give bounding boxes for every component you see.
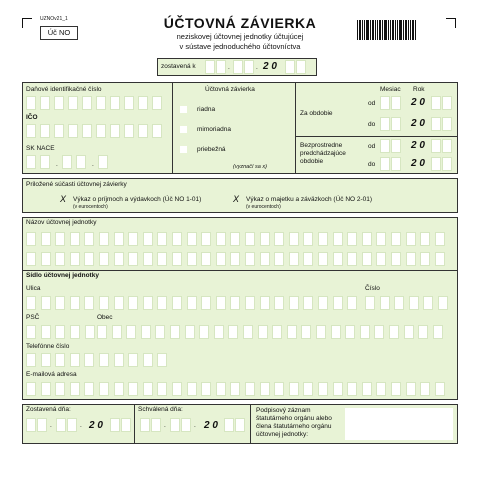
identity-divider-1 (172, 82, 173, 174)
address-divider (22, 270, 458, 271)
attachment-1-label: Výkaz o príjmoch a výdavkoch (Úč NO 1-01) (73, 196, 202, 203)
street-cell[interactable] (84, 296, 94, 310)
attachment-1-note: (v eurocentoch) (73, 204, 108, 210)
period-year-prefill: 2 0 (411, 158, 425, 169)
compiled-year-prefill: 2 0 (263, 61, 277, 72)
name-cell[interactable] (143, 252, 153, 266)
city-cell[interactable] (404, 325, 414, 339)
name-cell[interactable] (26, 252, 36, 266)
separator-dot: . (80, 422, 82, 429)
city-cell[interactable] (214, 325, 224, 339)
email-cell[interactable] (376, 382, 386, 396)
separator-dot: . (50, 422, 52, 429)
street-cell[interactable] (347, 296, 357, 310)
dic-cell[interactable] (54, 96, 64, 110)
name-cell[interactable] (303, 232, 313, 246)
city-cell[interactable] (258, 325, 268, 339)
ico-label: IČO (26, 114, 38, 121)
approved-date-cell[interactable] (181, 418, 191, 432)
name-cell[interactable] (216, 232, 226, 246)
compiled-on-label: Zostavená dňa: (26, 406, 71, 413)
date-day-cell[interactable] (216, 60, 226, 74)
sknace-label: SK NACE (26, 145, 55, 152)
name-cell[interactable] (99, 232, 109, 246)
number-cell[interactable] (380, 296, 390, 310)
dic-cell[interactable] (110, 96, 120, 110)
period-year-cell[interactable] (442, 139, 452, 153)
city-cell[interactable] (389, 325, 399, 339)
identity-divider-3 (295, 136, 458, 137)
street-cell[interactable] (245, 296, 255, 310)
city-cell[interactable] (199, 325, 209, 339)
prev-period-label-3: obdobie (300, 158, 324, 165)
compiled-date-cell[interactable] (26, 418, 36, 432)
phone-label: Telefónne číslo (26, 343, 70, 350)
compiled-date-cell[interactable] (37, 418, 47, 432)
city-cell[interactable] (126, 325, 136, 339)
date-dot: . (228, 64, 230, 71)
city-cell[interactable] (228, 325, 238, 339)
name-cell[interactable] (245, 232, 255, 246)
street-cell[interactable] (55, 296, 65, 310)
city-cell[interactable] (170, 325, 180, 339)
phone-cell[interactable] (55, 353, 65, 367)
number-cell[interactable] (409, 296, 419, 310)
email-cell[interactable] (143, 382, 153, 396)
to-label: do (368, 161, 376, 168)
street-cell[interactable] (26, 296, 36, 310)
city-label: Obec (97, 314, 113, 321)
email-cell[interactable] (114, 382, 124, 396)
approved-date-cell[interactable] (224, 418, 234, 432)
name-cell[interactable] (376, 232, 386, 246)
dic-cell[interactable] (68, 96, 78, 110)
attachment-2-mark[interactable]: X (233, 194, 240, 204)
street-cell[interactable] (333, 296, 343, 310)
dic-cell[interactable] (96, 96, 106, 110)
phone-cell[interactable] (143, 353, 153, 367)
name-cell[interactable] (70, 252, 80, 266)
dic-cell[interactable] (82, 96, 92, 110)
period-month-cell[interactable] (380, 117, 390, 131)
ico-cell[interactable] (138, 124, 148, 138)
name-cell[interactable] (187, 252, 197, 266)
name-cell[interactable] (41, 252, 51, 266)
signature-label-3: člena štatutárneho orgánu (256, 423, 332, 430)
phone-cell[interactable] (114, 353, 124, 367)
subtitle-1: neziskovej účtovnej jednotky účtujúcej (176, 32, 304, 41)
separator-dot: . (164, 422, 166, 429)
name-cell[interactable] (391, 232, 401, 246)
name-cell[interactable] (143, 232, 153, 246)
ico-cell[interactable] (82, 124, 92, 138)
email-cell[interactable] (391, 382, 401, 396)
name-cell[interactable] (55, 252, 65, 266)
approved-date-cell[interactable] (235, 418, 245, 432)
street-cell[interactable] (172, 296, 182, 310)
street-cell[interactable] (274, 296, 284, 310)
ico-cell[interactable] (54, 124, 64, 138)
city-cell[interactable] (433, 325, 443, 339)
signature-field[interactable] (345, 408, 453, 440)
city-cell[interactable] (243, 325, 253, 339)
period-year-cell[interactable] (442, 157, 452, 171)
dic-cell[interactable] (40, 96, 50, 110)
mark-note: (vyznačí sa x) (233, 164, 267, 170)
email-cell[interactable] (99, 382, 109, 396)
street-cell[interactable] (157, 296, 167, 310)
name-cell[interactable] (406, 252, 416, 266)
city-cell[interactable] (185, 325, 195, 339)
sknace-cell[interactable] (98, 155, 108, 169)
period-year-prefill: 2 0 (411, 118, 425, 129)
name-cell[interactable] (391, 252, 401, 266)
email-cell[interactable] (187, 382, 197, 396)
name-label: Názov účtovnej jednotky (26, 219, 97, 226)
phone-cell[interactable] (41, 353, 51, 367)
number-cell[interactable] (394, 296, 404, 310)
psc-cell[interactable] (55, 325, 65, 339)
city-cell[interactable] (331, 325, 341, 339)
number-cell[interactable] (365, 296, 375, 310)
phone-cell[interactable] (26, 353, 36, 367)
name-cell[interactable] (187, 232, 197, 246)
date-dot: . (256, 64, 258, 71)
name-cell[interactable] (333, 252, 343, 266)
city-cell[interactable] (272, 325, 282, 339)
to-label: do (368, 121, 376, 128)
street-cell[interactable] (201, 296, 211, 310)
name-cell[interactable] (303, 252, 313, 266)
street-label: Ulica (26, 285, 41, 292)
email-cell[interactable] (260, 382, 270, 396)
period-month-cell[interactable] (391, 157, 401, 171)
footer-compiled-year: 2 0 (89, 420, 103, 431)
name-cell[interactable] (289, 252, 299, 266)
city-cell[interactable] (155, 325, 165, 339)
attachment-2-label: Výkaz o majetku a záväzkoch (Úč NO 2-01) (246, 196, 373, 203)
dic-cell[interactable] (124, 96, 134, 110)
separator-dot: . (194, 422, 196, 429)
sknace-cell[interactable] (40, 155, 50, 169)
street-cell[interactable] (41, 296, 51, 310)
name-cell[interactable] (172, 252, 182, 266)
email-cell[interactable] (420, 382, 430, 396)
number-cell[interactable] (438, 296, 448, 310)
name-cell[interactable] (201, 232, 211, 246)
phone-cell[interactable] (99, 353, 109, 367)
city-cell[interactable] (316, 325, 326, 339)
approved-date-cell[interactable] (151, 418, 161, 432)
street-cell[interactable] (70, 296, 80, 310)
name-cell[interactable] (157, 252, 167, 266)
name-cell[interactable] (347, 232, 357, 246)
identity-divider-2 (295, 82, 296, 174)
option-priebezna-label: priebežná (197, 146, 226, 153)
name-cell[interactable] (230, 232, 240, 246)
period-month-cell[interactable] (391, 139, 401, 153)
name-cell[interactable] (84, 252, 94, 266)
period-year-prefill: 2 0 (411, 97, 425, 108)
email-cell[interactable] (216, 382, 226, 396)
option-riadna-checkbox[interactable] (180, 106, 187, 113)
period-year-cell[interactable] (431, 117, 441, 131)
page-title: ÚČTOVNÁ ZÁVIERKA (163, 15, 317, 31)
email-cell[interactable] (157, 382, 167, 396)
name-cell[interactable] (318, 232, 328, 246)
street-cell[interactable] (318, 296, 328, 310)
signature-label-1: Podpisový záznam (256, 407, 311, 414)
uc-no-box: Úč NO (40, 26, 78, 40)
date-day-cell[interactable] (205, 60, 215, 74)
name-cell[interactable] (376, 252, 386, 266)
footer-divider-2 (250, 404, 251, 444)
name-cell[interactable] (245, 252, 255, 266)
attachment-2-note: (v eurocentoch) (246, 204, 281, 210)
name-cell[interactable] (333, 232, 343, 246)
period-year-prefill: 2 0 (411, 140, 425, 151)
street-cell[interactable] (187, 296, 197, 310)
name-cell[interactable] (70, 232, 80, 246)
corner-mark-top-right (446, 18, 456, 28)
email-label: E-mailová adresa (26, 371, 77, 378)
dic-cell[interactable] (138, 96, 148, 110)
dic-cell[interactable] (152, 96, 162, 110)
name-cell[interactable] (362, 232, 372, 246)
period-year-cell[interactable] (442, 117, 452, 131)
period-month-cell[interactable] (391, 96, 401, 110)
year-header: Rok (413, 86, 425, 93)
sknace-cell[interactable] (76, 155, 86, 169)
from-label: od (368, 100, 376, 107)
barcode (357, 20, 432, 40)
number-label: Číslo (365, 285, 380, 292)
period-year-cell[interactable] (442, 96, 452, 110)
zav-title: Účtovná závierka (205, 86, 255, 93)
compiled-date-cell[interactable] (67, 418, 77, 432)
option-mimoriadna-checkbox[interactable] (180, 126, 187, 133)
period-year-cell[interactable] (431, 139, 441, 153)
email-cell[interactable] (201, 382, 211, 396)
phone-cell[interactable] (157, 353, 167, 367)
sknace-cell[interactable] (62, 155, 72, 169)
city-cell[interactable] (345, 325, 355, 339)
city-cell[interactable] (141, 325, 151, 339)
name-cell[interactable] (347, 252, 357, 266)
approved-date-cell[interactable] (140, 418, 150, 432)
footer-divider-1 (134, 404, 135, 444)
city-cell[interactable] (97, 325, 107, 339)
approved-date-cell[interactable] (170, 418, 180, 432)
name-cell[interactable] (435, 232, 445, 246)
date-year-cell[interactable] (296, 60, 306, 74)
ico-cell[interactable] (26, 124, 36, 138)
option-riadna-label: riadna (197, 106, 216, 113)
name-cell[interactable] (435, 252, 445, 266)
ico-cell[interactable] (152, 124, 162, 138)
city-cell[interactable] (112, 325, 122, 339)
name-cell[interactable] (216, 252, 226, 266)
prev-period-label-1: Bezprostredne (300, 142, 343, 149)
dic-cell[interactable] (26, 96, 36, 110)
email-cell[interactable] (289, 382, 299, 396)
street-cell[interactable] (230, 296, 240, 310)
name-cell[interactable] (230, 252, 240, 266)
name-cell[interactable] (362, 252, 372, 266)
period-month-cell[interactable] (380, 96, 390, 110)
compiled-date-cell[interactable] (56, 418, 66, 432)
street-cell[interactable] (260, 296, 270, 310)
option-mimoriadna-label: mimoriadna (197, 126, 231, 133)
street-cell[interactable] (99, 296, 109, 310)
ico-cell[interactable] (68, 124, 78, 138)
ico-cell[interactable] (110, 124, 120, 138)
address-title: Sídlo účtovnej jednotky (26, 272, 99, 279)
city-cell[interactable] (301, 325, 311, 339)
city-cell[interactable] (287, 325, 297, 339)
footer-approved-year: 2 0 (204, 420, 218, 431)
from-label: od (368, 143, 376, 150)
date-month-cell[interactable] (244, 60, 254, 74)
city-cell[interactable] (360, 325, 370, 339)
email-cell[interactable] (245, 382, 255, 396)
name-cell[interactable] (318, 252, 328, 266)
psc-cell[interactable] (85, 325, 95, 339)
name-cell[interactable] (99, 252, 109, 266)
name-cell[interactable] (157, 232, 167, 246)
psc-cell[interactable] (26, 325, 36, 339)
name-cell[interactable] (26, 232, 36, 246)
psc-cell[interactable] (41, 325, 51, 339)
email-cell[interactable] (172, 382, 182, 396)
dic-label: Daňové identifikačné číslo (26, 86, 102, 93)
compiled-date-cell[interactable] (110, 418, 120, 432)
email-cell[interactable] (55, 382, 65, 396)
email-cell[interactable] (303, 382, 313, 396)
email-cell[interactable] (406, 382, 416, 396)
option-priebezna-checkbox[interactable] (180, 146, 187, 153)
name-cell[interactable] (274, 252, 284, 266)
email-cell[interactable] (435, 382, 445, 396)
ico-cell[interactable] (40, 124, 50, 138)
name-cell[interactable] (420, 232, 430, 246)
name-cell[interactable] (84, 232, 94, 246)
email-cell[interactable] (347, 382, 357, 396)
name-cell[interactable] (172, 232, 182, 246)
separator-dot: . (56, 161, 58, 168)
psc-cell[interactable] (70, 325, 80, 339)
date-year-cell[interactable] (285, 60, 295, 74)
signature-label-4: účtovnej jednotky: (256, 431, 309, 438)
city-cell[interactable] (374, 325, 384, 339)
period-month-cell[interactable] (380, 139, 390, 153)
attachment-1-mark[interactable]: X (60, 194, 67, 204)
period-month-cell[interactable] (380, 157, 390, 171)
prev-period-label-2: predchádzajúce (300, 150, 346, 157)
email-cell[interactable] (41, 382, 51, 396)
name-cell[interactable] (128, 252, 138, 266)
name-cell[interactable] (260, 232, 270, 246)
phone-cell[interactable] (70, 353, 80, 367)
form-code: UZNOv21_1 (40, 16, 68, 22)
street-cell[interactable] (143, 296, 153, 310)
email-cell[interactable] (230, 382, 240, 396)
street-cell[interactable] (216, 296, 226, 310)
name-cell[interactable] (406, 232, 416, 246)
name-cell[interactable] (41, 232, 51, 246)
compiled-label: zostavená k (161, 63, 196, 70)
name-cell[interactable] (260, 252, 270, 266)
street-cell[interactable] (289, 296, 299, 310)
name-cell[interactable] (274, 232, 284, 246)
street-cell[interactable] (114, 296, 124, 310)
street-cell[interactable] (303, 296, 313, 310)
email-cell[interactable] (70, 382, 80, 396)
month-header: Mesiac (380, 86, 401, 93)
email-cell[interactable] (26, 382, 36, 396)
subtitle-2: v sústave jednoduchého účtovníctva (179, 42, 301, 51)
email-cell[interactable] (362, 382, 372, 396)
name-cell[interactable] (128, 232, 138, 246)
phone-cell[interactable] (128, 353, 138, 367)
ico-cell[interactable] (96, 124, 106, 138)
approved-on-label: Schválená dňa: (138, 406, 183, 413)
email-cell[interactable] (333, 382, 343, 396)
period-year-cell[interactable] (431, 157, 441, 171)
email-cell[interactable] (128, 382, 138, 396)
date-month-cell[interactable] (233, 60, 243, 74)
compiled-date-cell[interactable] (121, 418, 131, 432)
name-cell[interactable] (55, 232, 65, 246)
email-cell[interactable] (84, 382, 94, 396)
street-cell[interactable] (128, 296, 138, 310)
period-month-cell[interactable] (391, 117, 401, 131)
ico-cell[interactable] (124, 124, 134, 138)
number-cell[interactable] (423, 296, 433, 310)
email-cell[interactable] (274, 382, 284, 396)
sknace-cell[interactable] (26, 155, 36, 169)
city-cell[interactable] (418, 325, 428, 339)
period-label: Za obdobie (300, 110, 333, 117)
attachments-title: Priložené súčasti účtovnej závierky (26, 181, 127, 188)
phone-cell[interactable] (84, 353, 94, 367)
signature-label-2: štatutárneho orgánu alebo (256, 415, 332, 422)
name-cell[interactable] (114, 252, 124, 266)
corner-mark-top-left (22, 18, 32, 28)
name-cell[interactable] (201, 252, 211, 266)
separator-dot: . (92, 161, 94, 168)
email-cell[interactable] (318, 382, 328, 396)
period-year-cell[interactable] (431, 96, 441, 110)
name-cell[interactable] (420, 252, 430, 266)
name-cell[interactable] (289, 232, 299, 246)
psc-label: PSČ (26, 314, 40, 321)
name-cell[interactable] (114, 232, 124, 246)
